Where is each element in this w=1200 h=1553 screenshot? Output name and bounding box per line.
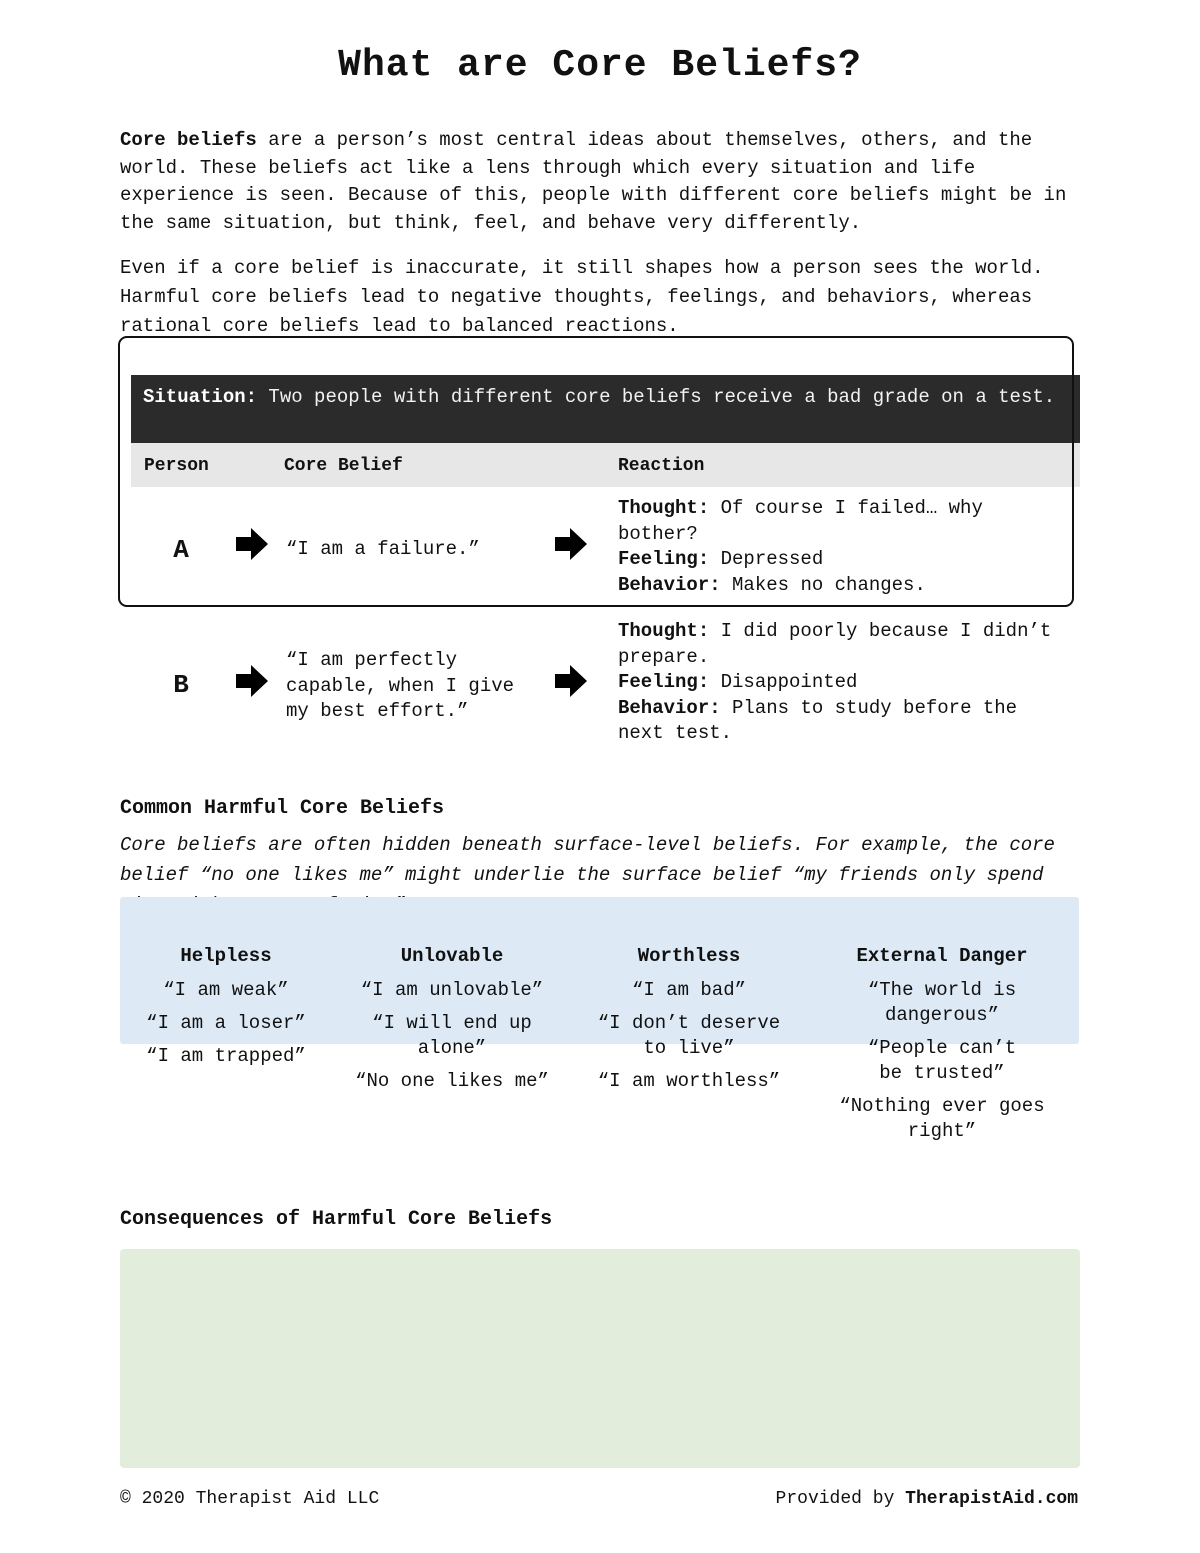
consequences-writing-area[interactable]	[120, 1249, 1080, 1468]
thought-text: I did poorly because I didn’t prepare.	[618, 620, 1052, 668]
column-title: External Danger	[856, 945, 1028, 967]
header-reaction: Reaction	[618, 456, 705, 476]
arrow-right-icon	[234, 663, 270, 699]
person-b-label: B	[173, 670, 189, 700]
feeling-label: Feeling:	[618, 548, 710, 570]
behavior-text: Makes no changes.	[720, 573, 926, 596]
column-title: Helpless	[180, 945, 272, 967]
common-beliefs-intro: Core beliefs are often hidden beneath surface-level beliefs. For example, the core belief “no one likes me” might underlie the surface belief “my friends only spend	[120, 834, 1055, 886]
belief-item: “I will end up alone”	[372, 1012, 532, 1059]
person-b-belief: “I am perfectly capable, when I give my best effort.”	[286, 649, 515, 722]
person-b-behavior	[618, 696, 1073, 747]
common-beliefs-heading: Common Harmful Core Beliefs	[120, 797, 445, 820]
belief-item: “Nothing ever goes right”	[839, 1095, 1045, 1142]
person-a-behavior	[618, 573, 1073, 599]
feeling-text: Disappointed	[709, 671, 858, 693]
consequences-heading: Consequences of Harmful Core Beliefs	[120, 1208, 553, 1231]
intro-paragraph-1-text: are a person’s most central ideas about themselves, others, and the world. These beliefs act like a lens through which every situation and life experience is seen. Because of this, people with different core beliefs might be in the same situation, but think, feel, and behave very differently.	[120, 129, 1067, 234]
person-b-thought	[618, 619, 1073, 670]
belief-item: “The world is dangerous”	[867, 979, 1017, 1026]
feeling-label: Feeling:	[618, 671, 710, 693]
person-b-reaction	[618, 619, 1073, 747]
header-core-belief: Core Belief	[284, 456, 403, 476]
behavior-label: Behavior:	[618, 573, 721, 596]
belief-item: “People can’t be trusted”	[867, 1037, 1017, 1084]
person-a-label: A	[173, 535, 189, 565]
belief-column-worthless	[569, 944, 809, 1102]
belief-item: “I am a loser”	[146, 1012, 306, 1034]
footer-copyright: © 2020 Therapist Aid LLC	[120, 1489, 380, 1509]
belief-item: “I am weak”	[163, 979, 289, 1001]
behavior-text: Plans to study before the next test.	[618, 696, 1018, 744]
belief-item: “No one likes me”	[355, 1070, 549, 1092]
belief-column-unlovable	[332, 944, 572, 1102]
arrow-right-icon	[234, 526, 270, 562]
thought-label: Thought:	[618, 620, 710, 642]
column-title: Worthless	[637, 945, 741, 967]
site-link[interactable]: TherapistAid.com	[905, 1489, 1078, 1509]
example-table-header	[131, 443, 1080, 487]
situation-bar	[131, 375, 1080, 443]
behavior-label: Behavior:	[618, 696, 721, 719]
header-person: Person	[144, 456, 209, 476]
person-a-belief: “I am a failure.”	[286, 538, 480, 560]
footer-provided-by	[776, 1489, 1078, 1509]
feeling-text: Depressed	[709, 548, 824, 570]
arrow-right-icon	[553, 526, 589, 562]
belief-item: “I am bad”	[631, 979, 747, 1001]
belief-column-helpless	[106, 944, 346, 1077]
thought-text: Of course I failed… why bother?	[618, 497, 983, 545]
thought-label: Thought:	[618, 497, 710, 519]
person-a-feeling	[618, 547, 1073, 573]
column-title: Unlovable	[400, 945, 504, 967]
belief-item: “I am trapped”	[146, 1045, 306, 1067]
person-a-thought	[618, 496, 1073, 547]
intro-paragraph-2: Even if a core belief is inaccurate, it still shapes how a person sees the world. Harmful core beliefs lead to negative thoughts, feelings, and behaviors, whereas rational core beliefs lead to balanced reactions.	[120, 257, 1044, 337]
page-title: What are Core Beliefs?	[338, 44, 862, 87]
person-a-reaction	[618, 496, 1073, 598]
belief-item: “I don’t deserve to live”	[597, 1012, 781, 1059]
situation-label: Situation:	[143, 386, 258, 408]
person-b-feeling	[618, 670, 1073, 696]
belief-column-external-danger	[822, 944, 1062, 1152]
belief-item: “I am unlovable”	[360, 979, 544, 1001]
belief-item: “I am worthless”	[597, 1070, 781, 1092]
provided-by-text: Provided by	[775, 1489, 906, 1509]
core-beliefs-term: Core beliefs	[120, 129, 257, 151]
situation-text: Two people with different core beliefs receive a bad grade on a test.	[257, 386, 1056, 408]
arrow-right-icon	[553, 663, 589, 699]
intro-paragraph-1	[120, 127, 1080, 237]
